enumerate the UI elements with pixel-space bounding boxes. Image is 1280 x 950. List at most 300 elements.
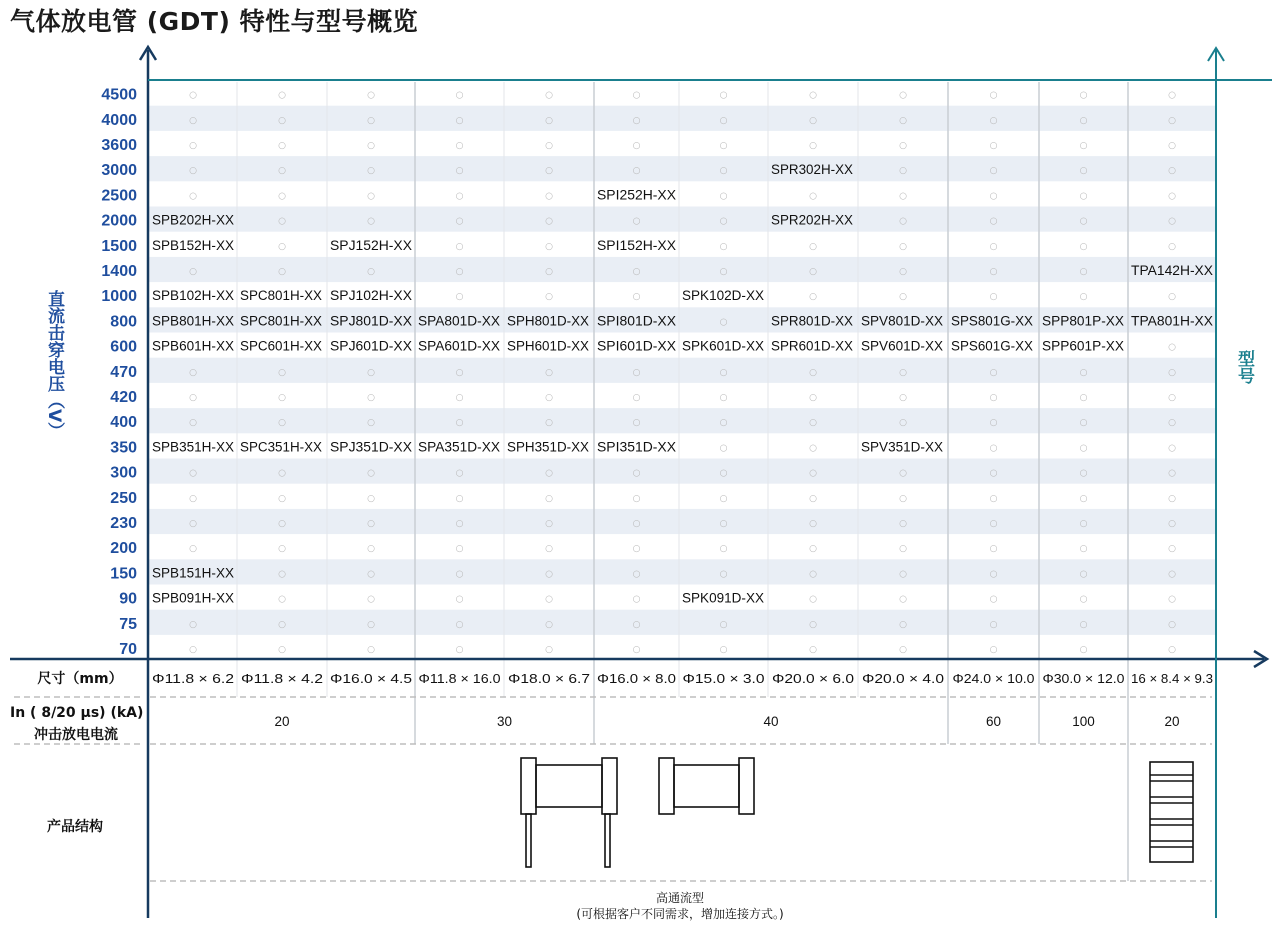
empty-marker: ○	[545, 393, 553, 403]
empty-marker: ○	[719, 569, 728, 580]
row-stripe	[149, 610, 1215, 635]
empty-marker: ○	[455, 367, 464, 378]
model-cell: SPB351H-XX	[152, 439, 234, 455]
empty-marker: ○	[719, 619, 728, 630]
y-tick-label: 300	[110, 464, 137, 482]
empty-marker: ○	[278, 241, 286, 252]
empty-marker: ○	[809, 367, 817, 378]
model-cell: SPK102D-XX	[682, 288, 764, 304]
empty-marker: ○	[719, 468, 728, 479]
empty-marker: ○	[189, 90, 197, 101]
empty-marker: ○	[455, 241, 464, 252]
empty-marker: ○	[989, 468, 998, 479]
empty-marker: ○	[632, 90, 641, 101]
empty-marker: ○	[278, 216, 286, 227]
empty-marker: ○	[455, 519, 464, 529]
row-stripe	[149, 257, 1215, 282]
empty-marker: ○	[189, 191, 197, 202]
y-tick-label: 350	[110, 439, 137, 457]
y-tick-label: 4500	[101, 86, 137, 104]
empty-marker: ○	[632, 594, 641, 605]
empty-marker: ○	[278, 141, 286, 151]
empty-marker: ○	[899, 241, 907, 252]
empty-marker: ○	[1168, 443, 1176, 454]
empty-marker: ○	[367, 418, 375, 429]
empty-marker: ○	[1168, 544, 1176, 555]
empty-marker: ○	[989, 90, 998, 101]
empty-marker: ○	[1168, 115, 1176, 126]
empty-marker: ○	[899, 468, 907, 479]
empty-marker: ○	[989, 519, 998, 529]
empty-marker: ○	[989, 443, 998, 454]
empty-marker: ○	[1168, 619, 1176, 630]
empty-marker: ○	[367, 216, 375, 227]
footer-note: (可根据客户不同需求，增加连接方式。)	[576, 907, 784, 921]
empty-marker: ○	[809, 267, 817, 277]
empty-marker: ○	[989, 393, 998, 403]
empty-marker: ○	[367, 519, 375, 529]
empty-marker: ○	[899, 569, 907, 580]
empty-marker: ○	[989, 544, 998, 555]
empty-marker: ○	[899, 619, 907, 630]
size-value: Φ20.0 × 4.0	[862, 671, 944, 686]
empty-marker: ○	[367, 645, 375, 655]
empty-marker: ○	[545, 292, 553, 303]
row-stripes	[149, 106, 1215, 635]
model-cell: SPS801G-XX	[951, 313, 1033, 329]
y-tick-label: 1000	[101, 288, 137, 306]
empty-marker: ○	[1079, 393, 1088, 403]
empty-marker: ○	[455, 569, 464, 580]
model-cell: SPC801H-XX	[240, 313, 322, 329]
empty-marker: ○	[809, 115, 817, 126]
empty-marker: ○	[1079, 191, 1088, 202]
current-row-label-line1: In ( 8/20 µs) (kA)	[10, 705, 144, 721]
empty-marker: ○	[367, 191, 375, 202]
empty-marker: ○	[1168, 292, 1176, 303]
empty-marker: ○	[189, 393, 197, 403]
empty-marker: ○	[455, 115, 464, 126]
empty-marker: ○	[1079, 141, 1088, 151]
empty-marker: ○	[545, 241, 553, 252]
empty-marker: ○	[899, 393, 907, 403]
size-value: Φ11.8 × 16.0	[418, 671, 501, 686]
size-values	[152, 671, 1213, 686]
y-tick-labels	[101, 87, 137, 658]
empty-marker: ○	[1168, 569, 1176, 580]
empty-marker: ○	[367, 90, 375, 101]
model-cell: SPB801H-XX	[152, 313, 234, 329]
empty-marker: ○	[719, 241, 728, 252]
empty-marker: ○	[189, 619, 197, 630]
empty-marker: ○	[899, 292, 907, 303]
empty-marker: ○	[189, 468, 197, 479]
empty-marker: ○	[367, 166, 375, 177]
empty-marker: ○	[455, 645, 464, 655]
empty-marker: ○	[1079, 569, 1088, 580]
empty-marker: ○	[367, 267, 375, 277]
empty-marker: ○	[545, 569, 553, 580]
empty-marker: ○	[809, 292, 817, 303]
empty-marker: ○	[1168, 493, 1176, 504]
empty-marker: ○	[455, 267, 464, 277]
empty-marker: ○	[899, 645, 907, 655]
empty-marker: ○	[278, 90, 286, 101]
empty-marker: ○	[455, 619, 464, 630]
model-cell: SPJ152H-XX	[330, 237, 412, 253]
empty-marker: ○	[719, 645, 728, 655]
empty-marker: ○	[367, 393, 375, 403]
empty-marker: ○	[278, 569, 286, 580]
empty-marker: ○	[632, 519, 641, 529]
empty-marker: ○	[455, 292, 464, 303]
empty-marker: ○	[367, 594, 375, 605]
empty-marker: ○	[989, 292, 998, 303]
model-cell: SPC601H-XX	[240, 338, 322, 354]
current-value: 30	[496, 714, 513, 729]
empty-marker: ○	[1079, 544, 1088, 555]
size-value: Φ16.0 × 4.5	[330, 671, 412, 686]
empty-marker: ○	[545, 191, 553, 202]
y-axis-label: 直流击穿电压（V）	[44, 290, 64, 440]
empty-marker: ○	[989, 115, 998, 126]
model-cell: SPI801D-XX	[597, 313, 676, 329]
empty-marker: ○	[989, 216, 998, 227]
y-tick-label: 1500	[101, 237, 137, 255]
size-value: Φ24.0 × 10.0	[952, 671, 1035, 686]
empty-marker: ○	[809, 544, 817, 555]
model-cell: SPK601D-XX	[682, 338, 764, 354]
size-value: Φ30.0 × 12.0	[1042, 671, 1125, 686]
empty-marker: ○	[189, 367, 197, 378]
model-cell: SPK091D-XX	[682, 590, 764, 606]
current-values	[274, 714, 1179, 729]
empty-marker: ○	[1079, 519, 1088, 529]
smd-gdt-structure-icon	[659, 758, 754, 814]
empty-marker: ○	[455, 493, 464, 504]
empty-marker: ○	[278, 166, 286, 177]
empty-marker: ○	[367, 493, 375, 504]
empty-marker: ○	[899, 544, 907, 555]
empty-marker: ○	[719, 216, 728, 227]
model-cell: SPB102H-XX	[152, 288, 234, 304]
model-cell: SPJ801D-XX	[330, 313, 412, 329]
current-row-label-line2: 冲击放电电流	[34, 727, 118, 743]
empty-marker: ○	[545, 141, 553, 151]
model-cell: TPA801H-XX	[1131, 313, 1213, 329]
empty-marker: ○	[899, 191, 907, 202]
empty-marker: ○	[809, 241, 817, 252]
model-cell: SPC351H-XX	[240, 439, 322, 455]
empty-marker: ○	[455, 166, 464, 177]
size-value: Φ11.8 × 4.2	[241, 671, 323, 686]
empty-marker: ○	[189, 115, 197, 126]
y-tick-label: 600	[110, 338, 137, 356]
empty-marker: ○	[455, 393, 464, 403]
model-cell: SPJ102H-XX	[330, 288, 412, 304]
empty-marker: ○	[809, 569, 817, 580]
empty-marker: ○	[189, 418, 197, 429]
model-cell: SPA351D-XX	[418, 439, 500, 455]
y-tick-label: 3000	[101, 162, 137, 180]
empty-marker: ○	[1079, 90, 1088, 101]
structure-row-label: 产品结构	[47, 819, 103, 835]
empty-marker: ○	[632, 418, 641, 429]
row-stripe	[149, 207, 1215, 232]
empty-marker: ○	[719, 166, 728, 177]
empty-marker: ○	[809, 191, 817, 202]
empty-marker: ○	[1079, 241, 1088, 252]
empty-marker: ○	[545, 645, 553, 655]
size-value: Φ11.8 × 6.2	[152, 671, 234, 686]
empty-marker: ○	[899, 493, 907, 504]
empty-marker: ○	[1168, 367, 1176, 378]
empty-marker: ○	[719, 367, 728, 378]
empty-marker: ○	[1079, 166, 1088, 177]
empty-marker: ○	[899, 90, 907, 101]
footer-type: 高通流型	[655, 891, 704, 905]
empty-marker: ○	[989, 141, 998, 151]
empty-marker: ○	[1168, 141, 1176, 151]
empty-marker: ○	[899, 216, 907, 227]
row-stripe	[149, 156, 1215, 181]
empty-marker: ○	[632, 468, 641, 479]
empty-marker: ○	[278, 544, 286, 555]
y-tick-label: 150	[110, 565, 137, 583]
model-cell: SPH601D-XX	[507, 338, 589, 354]
empty-marker: ○	[632, 141, 641, 151]
y-tick-label: 90	[119, 590, 137, 608]
empty-marker: ○	[1168, 645, 1176, 655]
empty-marker: ○	[632, 216, 641, 227]
row-stripe	[149, 358, 1215, 383]
empty-marker: ○	[719, 317, 728, 328]
empty-marker: ○	[1079, 216, 1088, 227]
empty-marker: ○	[809, 393, 817, 403]
empty-marker: ○	[1079, 468, 1088, 479]
size-value: Φ15.0 × 3.0	[682, 671, 765, 686]
empty-marker: ○	[899, 115, 907, 126]
empty-marker: ○	[899, 267, 907, 277]
model-cell: SPC801H-XX	[240, 288, 322, 304]
empty-marker: ○	[1079, 594, 1088, 605]
page-title: 气体放电管 (GDT) 特性与型号概览	[10, 7, 419, 36]
size-value: 16 × 8.4 × 9.3	[1131, 671, 1213, 686]
model-cell: SPP601P-XX	[1042, 338, 1124, 354]
empty-marker: ○	[899, 594, 907, 605]
empty-marker: ○	[545, 267, 553, 277]
empty-marker: ○	[367, 468, 375, 479]
empty-marker: ○	[189, 267, 197, 277]
model-cell: SPB151H-XX	[152, 565, 234, 581]
empty-marker: ○	[545, 418, 553, 429]
leaded-gdt-structure-icon	[521, 758, 617, 867]
empty-marker: ○	[719, 90, 728, 101]
empty-marker: ○	[719, 418, 728, 429]
empty-marker: ○	[719, 493, 728, 504]
model-cell: SPA601D-XX	[418, 338, 500, 354]
empty-marker: ○	[989, 166, 998, 177]
empty-marker: ○	[989, 418, 998, 429]
model-cell: SPH801D-XX	[507, 313, 589, 329]
model-cell: SPS601G-XX	[951, 338, 1033, 354]
empty-marker: ○	[278, 191, 286, 202]
model-cell: SPV351D-XX	[861, 439, 943, 455]
empty-marker: ○	[1168, 418, 1176, 429]
empty-marker: ○	[1079, 418, 1088, 429]
model-cell: SPB152H-XX	[152, 237, 234, 253]
row-stripe	[149, 459, 1215, 484]
empty-marker: ○	[1079, 267, 1088, 277]
empty-marker: ○	[455, 90, 464, 101]
empty-marker: ○	[455, 468, 464, 479]
empty-marker: ○	[632, 267, 641, 277]
y-tick-label: 2000	[101, 212, 137, 230]
empty-marker: ○	[809, 594, 817, 605]
row-stripe	[149, 106, 1215, 131]
empty-marker: ○	[809, 90, 817, 101]
empty-marker: ○	[545, 166, 553, 177]
current-value: 40	[763, 714, 779, 729]
empty-marker: ○	[1079, 493, 1088, 504]
y-tick-label: 3600	[101, 137, 137, 154]
size-value: Φ20.0 × 6.0	[772, 671, 854, 686]
model-cell: SPR302H-XX	[771, 162, 853, 178]
empty-marker: ○	[367, 569, 375, 580]
model-cell: SPR801D-XX	[771, 313, 853, 329]
empty-marker: ○	[278, 594, 286, 605]
empty-marker: ○	[899, 418, 907, 429]
y-tick-label: 420	[110, 389, 137, 406]
empty-marker: ○	[545, 544, 553, 555]
size-value: Φ18.0 × 6.7	[508, 671, 590, 686]
model-cell: SPP801P-XX	[1042, 313, 1124, 329]
empty-marker: ○	[278, 115, 286, 126]
empty-marker: ○	[455, 594, 464, 605]
model-cell: SPI152H-XX	[597, 237, 676, 253]
empty-marker: ○	[809, 519, 817, 529]
empty-marker: ○	[278, 619, 286, 630]
y-tick-label: 70	[119, 641, 137, 658]
y-tick-label: 800	[110, 313, 137, 331]
empty-marker: ○	[1168, 594, 1176, 605]
empty-marker: ○	[989, 241, 998, 252]
empty-marker: ○	[719, 443, 728, 454]
empty-marker: ○	[1168, 393, 1176, 403]
empty-marker: ○	[989, 594, 998, 605]
empty-marker: ○	[989, 493, 998, 504]
row-stripe	[149, 509, 1215, 534]
empty-marker: ○	[278, 367, 286, 378]
empty-marker: ○	[1168, 166, 1176, 177]
right-axis-label: 型号	[1234, 350, 1254, 384]
model-cell: SPB601H-XX	[152, 338, 234, 354]
model-cell: TPA142H-XX	[1131, 263, 1213, 278]
row-stripe	[149, 559, 1215, 584]
empty-marker: ○	[899, 519, 907, 529]
empty-marker: ○	[719, 191, 728, 202]
size-value: Φ16.0 × 8.0	[597, 671, 676, 686]
y-tick-label: 2500	[101, 187, 137, 205]
empty-marker: ○	[545, 493, 553, 504]
empty-marker: ○	[989, 267, 998, 277]
model-cell: SPJ601D-XX	[330, 338, 412, 354]
empty-marker: ○	[632, 292, 641, 303]
product-structures	[521, 758, 1193, 867]
y-tick-label: 470	[110, 363, 137, 381]
empty-marker: ○	[189, 141, 197, 151]
empty-marker: ○	[278, 468, 286, 479]
empty-marker: ○	[1079, 645, 1088, 655]
empty-marker: ○	[632, 367, 641, 378]
empty-marker: ○	[719, 544, 728, 555]
model-cell: SPA801D-XX	[418, 313, 500, 329]
y-tick-label: 200	[110, 540, 137, 558]
current-value: 20	[1164, 714, 1180, 729]
empty-marker: ○	[809, 468, 817, 479]
empty-marker: ○	[1168, 519, 1176, 529]
row-stripe	[149, 408, 1215, 433]
empty-marker: ○	[719, 115, 728, 126]
empty-marker: ○	[809, 619, 817, 630]
empty-marker: ○	[367, 367, 375, 378]
current-value: 20	[274, 714, 290, 729]
empty-marker: ○	[278, 645, 286, 655]
empty-marker: ○	[189, 645, 197, 655]
size-row-label: 尺寸（mm）	[37, 671, 123, 687]
empty-marker: ○	[1079, 115, 1088, 126]
empty-marker: ○	[545, 216, 553, 227]
empty-marker: ○	[1168, 90, 1176, 101]
empty-marker: ○	[367, 141, 375, 151]
empty-marker: ○	[189, 519, 197, 529]
model-cell: SPI351D-XX	[597, 439, 676, 455]
empty-marker: ○	[367, 544, 375, 555]
y-tick-label: 4000	[101, 111, 137, 129]
empty-marker: ○	[1079, 619, 1088, 630]
empty-marker: ○	[632, 393, 641, 403]
empty-marker: ○	[545, 90, 553, 101]
empty-marker: ○	[1079, 443, 1088, 454]
y-tick-label: 230	[110, 515, 137, 532]
empty-marker: ○	[719, 519, 728, 529]
empty-marker: ○	[899, 166, 907, 177]
model-cell: SPB202H-XX	[152, 212, 234, 228]
empty-marker: ○	[632, 166, 641, 177]
empty-marker: ○	[1079, 292, 1088, 303]
model-cell: SPJ351D-XX	[330, 439, 412, 455]
model-cell: SPI252H-XX	[597, 187, 676, 203]
empty-marker: ○	[455, 141, 464, 151]
empty-marker: ○	[989, 569, 998, 580]
empty-marker: ○	[899, 367, 907, 378]
empty-marker: ○	[189, 493, 197, 504]
empty-marker: ○	[632, 569, 641, 580]
empty-marker: ○	[719, 141, 728, 151]
empty-marker: ○	[899, 141, 907, 151]
empty-marker: ○	[455, 216, 464, 227]
model-cell: SPV801D-XX	[861, 313, 943, 329]
current-value: 100	[1072, 714, 1095, 729]
empty-marker: ○	[545, 619, 553, 630]
model-cell: SPV601D-XX	[861, 338, 943, 354]
empty-marker: ○	[1168, 216, 1176, 227]
empty-marker: ○	[367, 115, 375, 126]
empty-marker: ○	[545, 468, 553, 479]
empty-marker: ○	[632, 493, 641, 504]
empty-marker: ○	[809, 493, 817, 504]
empty-marker: ○	[632, 115, 641, 126]
